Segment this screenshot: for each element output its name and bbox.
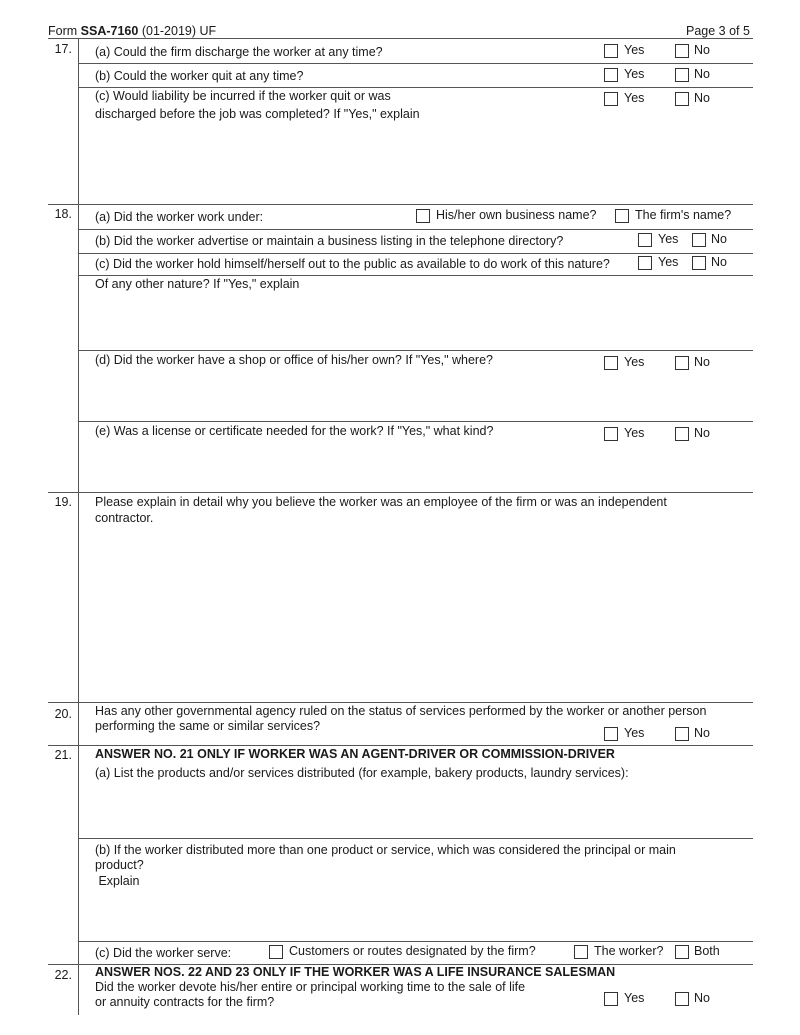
no-label: No [694,426,710,440]
divider [78,229,753,230]
divider [78,253,753,254]
q18b-yes-checkbox[interactable] [638,233,652,247]
yes-label: Yes [624,43,645,57]
q18e-no-checkbox[interactable] [675,427,689,441]
q19-text-line2: contractor. [95,511,154,525]
divider [78,838,753,839]
q18e-yes-checkbox[interactable] [604,427,618,441]
form-identifier [48,24,216,39]
no-label: No [694,991,710,1005]
no-label: No [694,726,710,740]
q21c-worker-checkbox[interactable] [574,945,588,959]
q21c-firm-label: Customers or routes designated by the firm? [289,944,536,958]
q17b-yes-checkbox[interactable] [604,68,618,82]
no-label: No [694,43,710,57]
q18a-text: (a) Did the worker work under: [95,210,264,224]
q20-no-checkbox[interactable] [675,727,689,741]
yes-label: Yes [624,726,645,740]
divider [78,941,753,942]
divider [78,421,753,422]
yes-label: Yes [658,255,679,269]
yes-label: Yes [624,67,645,81]
divider [78,350,753,351]
question-number: 22. [54,968,72,982]
form-prefix: Form [48,24,78,38]
q18c-no-checkbox[interactable] [692,256,706,270]
q18b-text: (b) Did the worker advertise or maintain a business listing in the telephone directory? [95,234,564,248]
question-number: 21. [54,748,72,762]
divider [78,275,753,276]
q18a-own-name-label: His/her own business name? [436,208,597,222]
q17b-text: (b) Could the worker quit at any time? [95,69,304,83]
q22-text-line2: or annuity contracts for the firm? [95,995,275,1009]
q20-text-line2: performing the same or similar services? [95,719,321,733]
section-divider [48,204,753,205]
q21b-text-line1: (b) If the worker distributed more than one product or service, which was considered the principal or main [95,843,676,857]
q22-heading-text: ANSWER NOS. 22 AND 23 ONLY IF THE WORKER WAS A LIFE INSURANCE SALESMAN [95,965,616,979]
q21-heading-text: ANSWER NO. 21 ONLY IF WORKER WAS AN AGENT-DRIVER OR COMMISSION-DRIVER [95,747,615,761]
yes-label: Yes [624,91,645,105]
q17c-text-line1: (c) Would liability be incurred if the worker quit or was [95,89,391,103]
q22-yes-checkbox[interactable] [604,992,618,1006]
q21c-firm-checkbox[interactable] [269,945,283,959]
q18e-text: (e) Was a license or certificate needed for the work? If "Yes," what kind? [95,424,494,438]
q18d-no-checkbox[interactable] [675,356,689,370]
no-label: No [694,355,710,369]
q17c-yes-checkbox[interactable] [604,92,618,106]
yes-label: Yes [624,355,645,369]
question-number: 19. [54,495,72,509]
divider [78,63,753,64]
yes-label: Yes [624,991,645,1005]
q17a-yes-checkbox[interactable] [604,44,618,58]
q21c-text: (c) Did the worker serve: [95,946,232,960]
form-edition: (01-2019) UF [141,24,217,38]
q18c-text: (c) Did the worker hold himself/herself out to the public as available to do work of this nature? [95,257,610,271]
q18a-firm-name-checkbox[interactable] [615,209,629,223]
q18c-yes-checkbox[interactable] [638,256,652,270]
divider [78,87,753,88]
question-number: 18. [54,207,72,221]
section-divider [48,745,753,746]
q22-text-line1: Did the worker devote his/her entire or principal working time to the sale of life [95,980,526,994]
yes-label: Yes [658,232,679,246]
q18d-yes-checkbox[interactable] [604,356,618,370]
q21b-text-line2: product? [95,858,144,872]
q20-yes-checkbox[interactable] [604,727,618,741]
top-rule [48,38,753,39]
q18d-text: (d) Did the worker have a shop or office of his/her own? If "Yes," where? [95,353,493,367]
q21c-both-checkbox[interactable] [675,945,689,959]
no-label: No [711,232,727,246]
q18a-own-name-checkbox[interactable] [416,209,430,223]
q17b-no-checkbox[interactable] [675,68,689,82]
q17c-text-line2: discharged before the job was completed? If "Yes," explain [95,107,420,121]
q18a-firm-name-label: The firm's name? [635,208,732,222]
no-label: No [694,91,710,105]
section-divider [48,492,753,493]
q18b-no-checkbox[interactable] [692,233,706,247]
no-label: No [711,255,727,269]
section-divider [48,702,753,703]
q17a-no-checkbox[interactable] [675,44,689,58]
q17a-text: (a) Could the firm discharge the worker at any time? [95,45,383,59]
q21a-text: (a) List the products and/or services distributed (for example, bakery products, laundry services): [95,766,629,780]
q18c-text-line2: Of any other nature? If "Yes," explain [95,277,300,291]
q21c-worker-label: The worker? [594,944,664,958]
yes-label: Yes [624,426,645,440]
q20-text-line1: Has any other governmental agency ruled on the status of services performed by the worker or another person [95,704,707,718]
q21c-both-label: Both [694,944,720,958]
question-number: 20. [54,707,72,721]
q19-text-line1: Please explain in detail why you believe the worker was an employee of the firm or was an independent [95,495,667,509]
q22-no-checkbox[interactable] [675,992,689,1006]
q17c-no-checkbox[interactable] [675,92,689,106]
q22-heading [95,965,615,980]
q21-heading [95,747,615,762]
form-id: SSA-7160 [80,24,139,38]
no-label: No [694,67,710,81]
page-number: Page 3 of 5 [686,24,750,38]
q21b-text-line3: Explain [95,874,140,888]
left-rule [78,38,79,1015]
question-number: 17. [54,42,72,56]
